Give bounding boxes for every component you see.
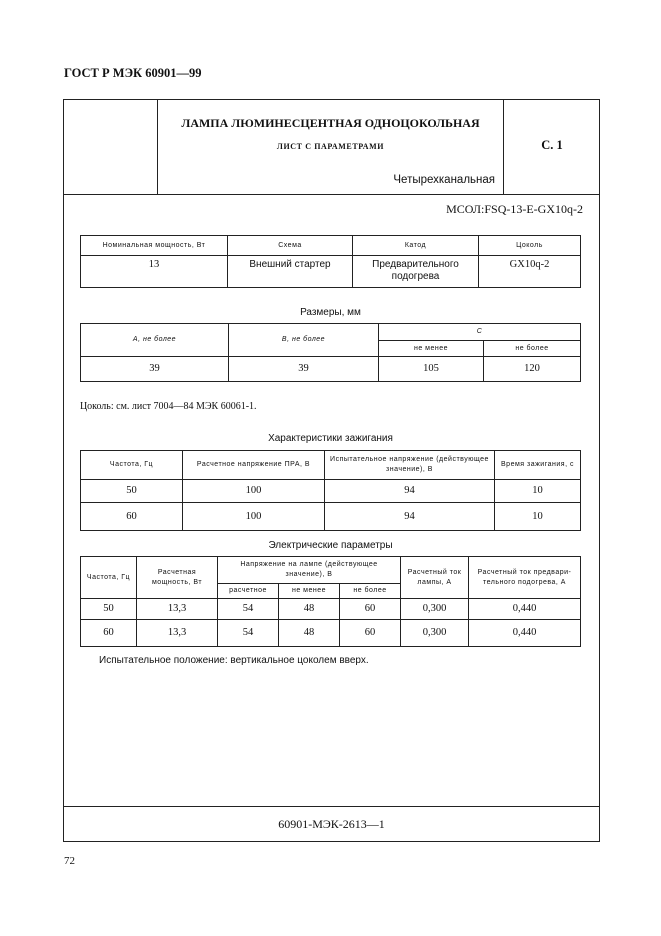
ignition-caption: Характеристики зажигания <box>268 433 393 444</box>
header-preheat-current: Расчетный ток предвари-тельного подогрева, А <box>469 557 581 599</box>
header-sheet-cell <box>503 100 600 195</box>
table-row <box>81 480 581 503</box>
cell-v-rated: 54 <box>218 599 279 620</box>
cell-lamp-current: 0,300 <box>401 599 469 620</box>
cell-dim-b: 39 <box>229 357 379 382</box>
cell-frequency: 60 <box>81 620 137 647</box>
cell-preheat-current: 0,440 <box>469 620 581 647</box>
cell-power: 13 <box>81 256 228 288</box>
cell-lamp-current: 0,300 <box>401 620 469 647</box>
footer-code: 60901-МЭК-2613—1 <box>278 817 385 831</box>
header-dim-c: C <box>379 324 581 341</box>
sheet-number: С. 1 <box>541 138 563 152</box>
header-ignition-time: Время зажигания, с <box>495 451 581 480</box>
cell-scheme: Внешний стартер <box>228 256 353 288</box>
footer-bar <box>64 806 599 842</box>
electrical-table <box>80 556 581 647</box>
document-code: ГОСТ Р МЭК 60901—99 <box>64 66 202 80</box>
cell-frequency: 50 <box>81 480 183 503</box>
table-header-row <box>81 236 581 256</box>
table-row <box>81 620 581 647</box>
header-cap: Цоколь <box>479 236 581 256</box>
cap-note: Цоколь: см. лист 7004—84 МЭК 60061-1. <box>80 401 257 412</box>
header-dim-b: B, не более <box>229 324 379 357</box>
cell-ignition-time: 10 <box>495 480 581 503</box>
page-number: 72 <box>64 855 75 867</box>
header-cathode: Катод <box>353 236 479 256</box>
dimensions-caption: Размеры, мм <box>300 307 361 318</box>
cell-v-max: 60 <box>340 620 401 647</box>
cell-ballast-voltage: 100 <box>183 480 325 503</box>
header-lamp-voltage: Напряжение на лампе (действующее значение), В <box>218 557 401 584</box>
header-left-cell <box>64 100 158 195</box>
header-frequency: Частота, Гц <box>81 451 183 480</box>
dimensions-table <box>80 323 581 382</box>
header-dim-c-min: не менее <box>379 341 484 357</box>
table-header-row <box>81 451 581 480</box>
cell-frequency: 50 <box>81 599 137 620</box>
header-lamp-current: Расчетный ток лампы, А <box>401 557 469 599</box>
lamp-designation: МСОЛ:FSQ-13-E-GX10q-2 <box>446 202 583 216</box>
electrical-caption: Электрические параметры <box>268 540 393 551</box>
lamp-variant: Четырехканальная <box>393 174 495 186</box>
cell-v-min: 48 <box>279 599 340 620</box>
cell-dim-c-min: 105 <box>379 357 484 382</box>
general-table <box>80 235 581 288</box>
header-dim-c-max: не более <box>484 341 581 357</box>
sheet-subtitle: ЛИСТ С ПАРАМЕТРАМИ <box>276 142 385 151</box>
cell-cathode: Предварительного подогрева <box>353 256 479 288</box>
table-row <box>81 256 581 288</box>
cell-ballast-voltage: 100 <box>183 503 325 531</box>
cell-test-voltage: 94 <box>325 480 495 503</box>
header-power: Номинальная мощность, Вт <box>81 236 228 256</box>
cell-frequency: 60 <box>81 503 183 531</box>
header-v-min: не менее <box>279 584 340 599</box>
cell-dim-a: 39 <box>81 357 229 382</box>
header-v-max: не более <box>340 584 401 599</box>
cell-v-min: 48 <box>279 620 340 647</box>
header-power: Расчетная мощность, Вт <box>137 557 218 599</box>
test-position-note: Испытательное положение: вертикальное цоколем вверх. <box>99 655 369 666</box>
header-test-voltage: Испытательное напряжение (действующее значение), В <box>325 451 495 480</box>
cell-test-voltage: 94 <box>325 503 495 531</box>
header-v-rated: расчетное <box>218 584 279 599</box>
header-dim-a: A, не более <box>81 324 229 357</box>
table-row <box>81 599 581 620</box>
header-ballast-voltage: Расчетное напряжение ПРА, В <box>183 451 325 480</box>
cell-preheat-current: 0,440 <box>469 599 581 620</box>
ignition-table <box>80 450 581 531</box>
cell-v-max: 60 <box>340 599 401 620</box>
cell-power: 13,3 <box>137 620 218 647</box>
table-row <box>81 357 581 382</box>
header-title-cell <box>158 100 503 195</box>
header-scheme: Схема <box>228 236 353 256</box>
header-frequency: Частота, Гц <box>81 557 137 599</box>
table-row <box>81 503 581 531</box>
cell-v-rated: 54 <box>218 620 279 647</box>
cell-dim-c-max: 120 <box>484 357 581 382</box>
sheet-title: ЛАМПА ЛЮМИНЕСЦЕНТНАЯ ОДНОЦОКОЛЬНАЯ <box>181 116 480 130</box>
cell-cap: GX10q-2 <box>479 256 581 288</box>
cell-power: 13,3 <box>137 599 218 620</box>
cell-ignition-time: 10 <box>495 503 581 531</box>
